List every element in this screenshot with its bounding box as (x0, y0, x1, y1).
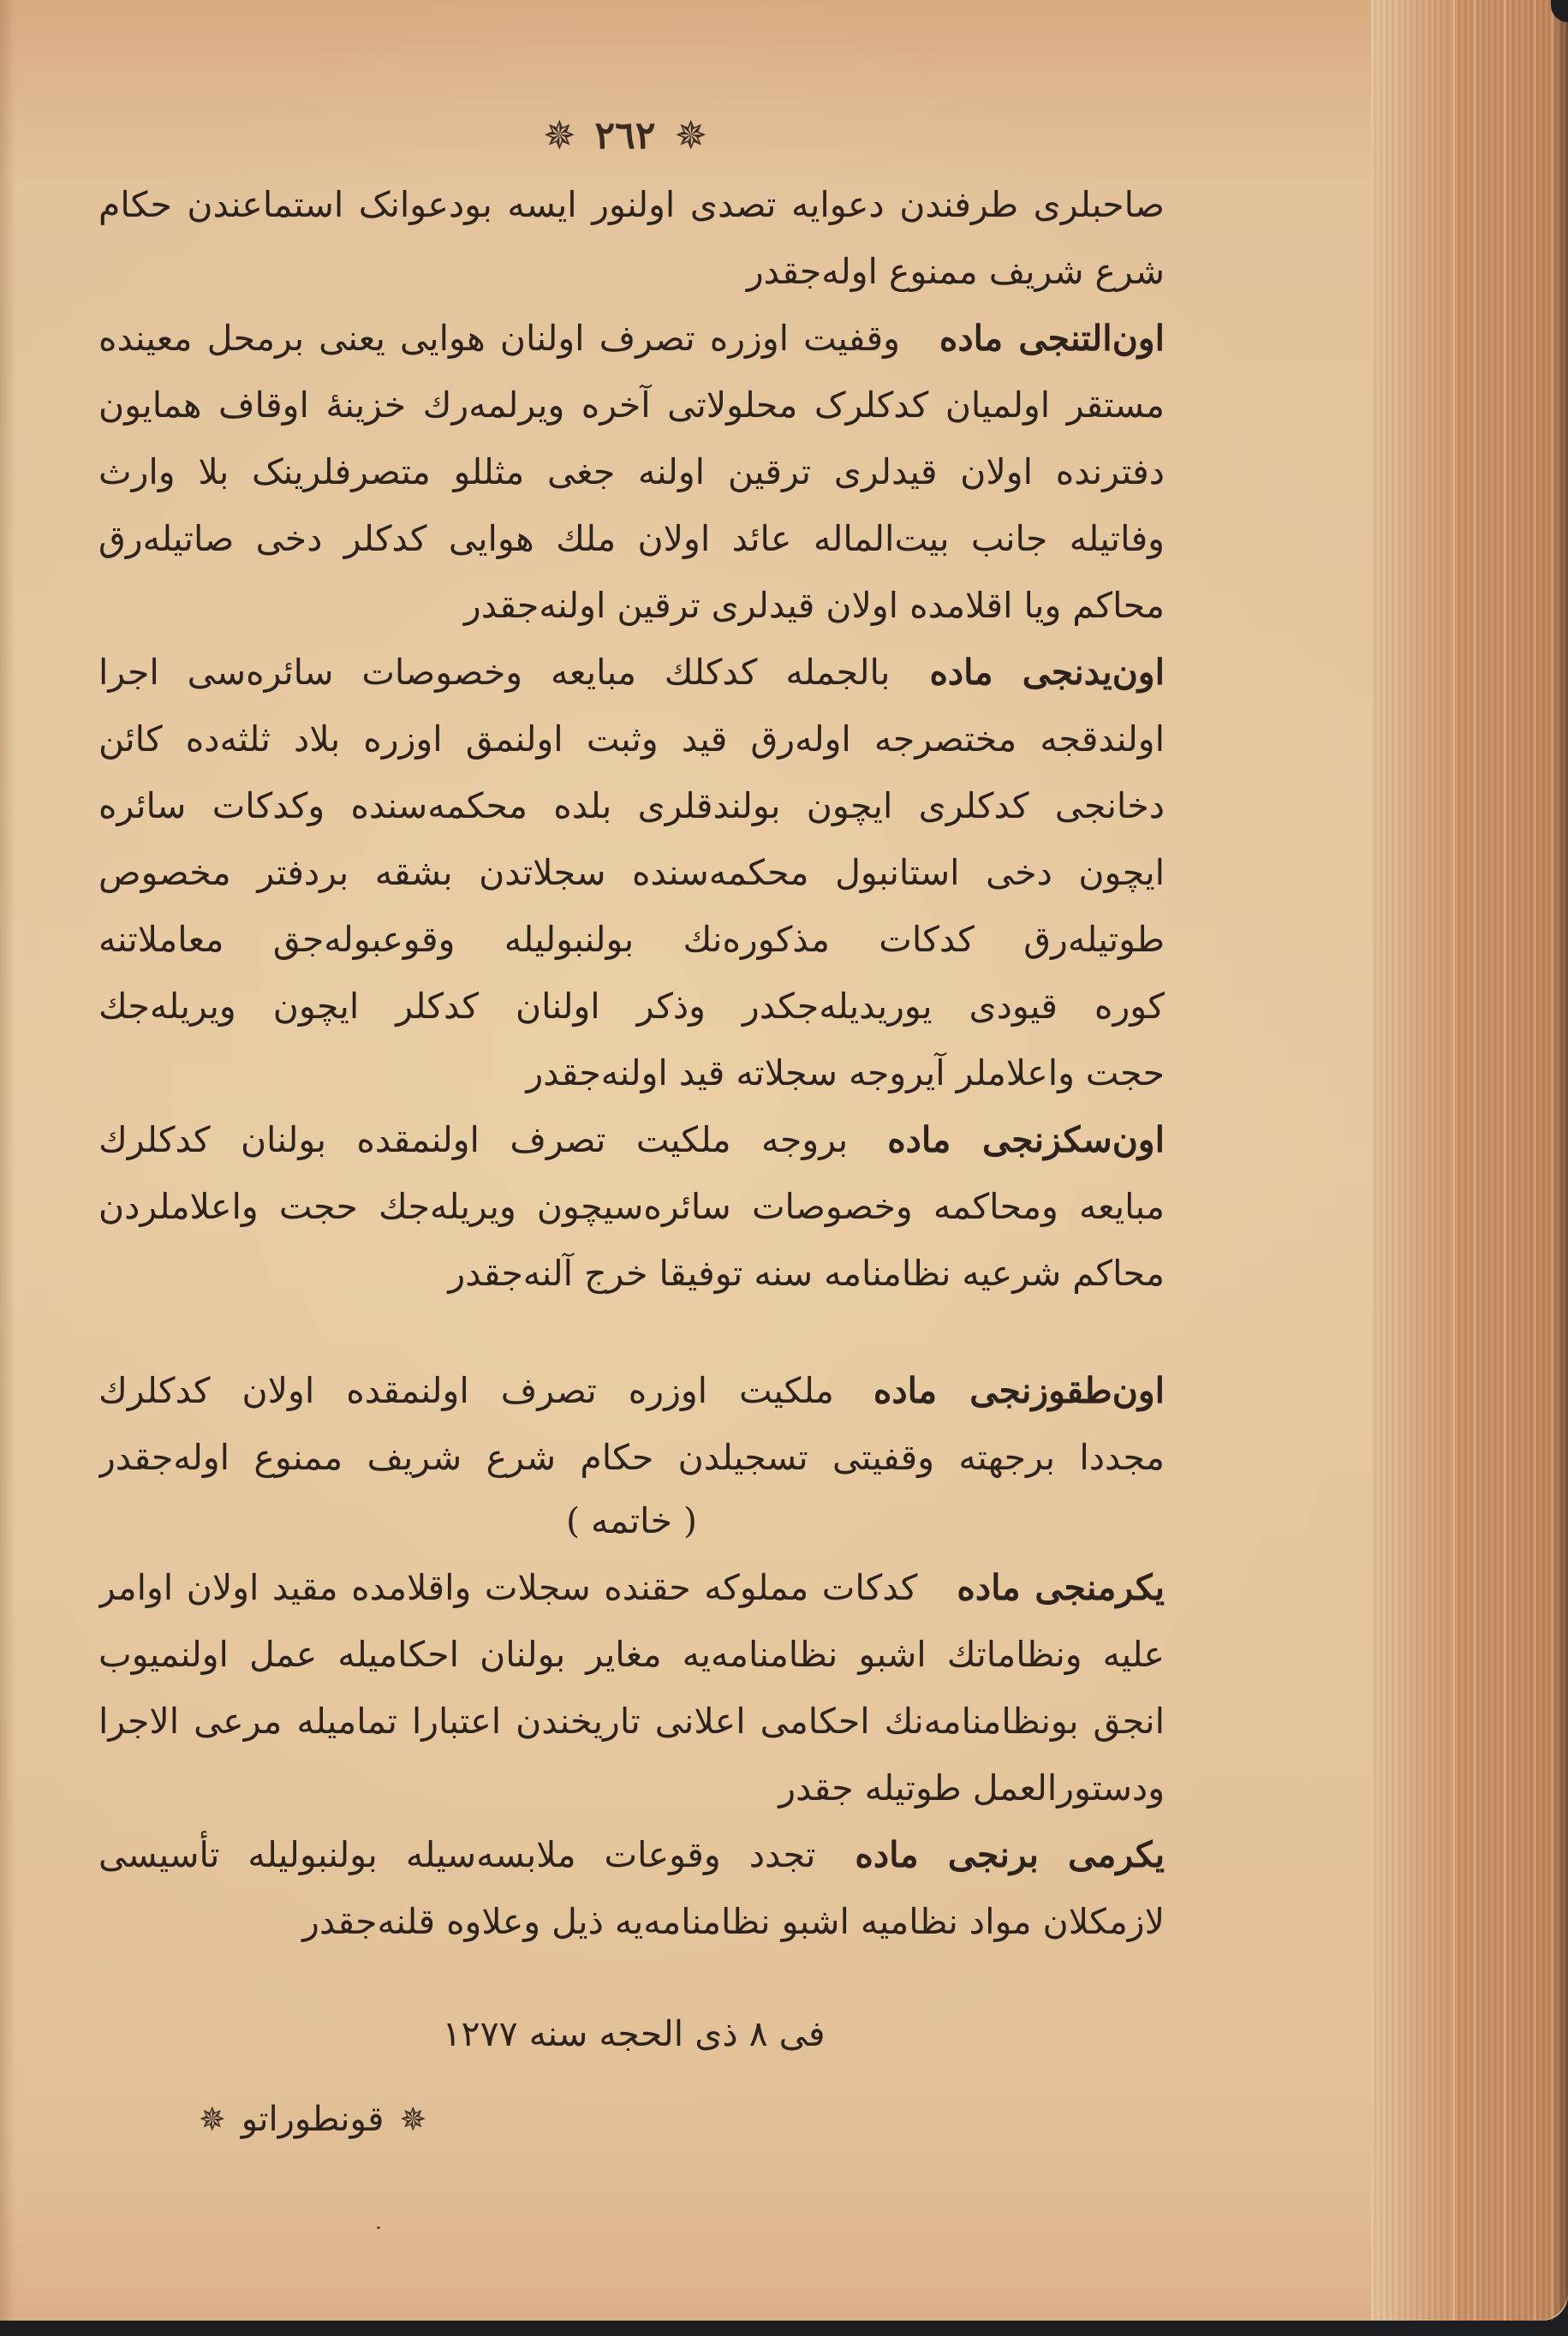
article-16-line: اون‌التنجی مادهوقفیت اوزره تصرف اولنان هوایی یعنی برمحل معینده (98, 318, 1165, 359)
article-label: اون‌سکزنجی ماده (887, 1119, 1165, 1160)
page-left-shadow (0, 0, 15, 2321)
article-label: یکرمی برنجی ماده (855, 1834, 1165, 1875)
text-line: اولندقجه مختصرجه اوله‌رق قید وثبت اولنمق اوزره بلاد ثلثه‌ده کائن (98, 718, 1165, 760)
book-page-edges (1371, 0, 1568, 2321)
signature-block (171, 2085, 454, 2154)
article-label: اون‌طقوزنجی ماده (873, 1370, 1165, 1411)
text-line: ایچون دخی استانبول محکمه‌سنده سجلاتدن بشقه بردفتر مخصوص (98, 852, 1165, 893)
article-label: اون‌التنجی ماده (939, 318, 1165, 359)
text-line: حجت واعلاملر آیروجه سجلاته قید اولنه‌جقدر (526, 1052, 1165, 1094)
page-header (522, 101, 728, 170)
article-18-line: اون‌سکزنجی مادهبروجه ملکیت تصرف اولنمقده بولنان کدکلرك (98, 1119, 1165, 1160)
text-line: صاحبلری طرفندن دعوایه تصدی اولنور ایسه بودعوانک استماعندن حکام (98, 184, 1165, 225)
text-line: لازمکلان مواد نظامیه اشبو نظامنامه‌یه ذیل وعلاوه قلنه‌جقدر (302, 1901, 1165, 1942)
text-line: محاکم ویا اقلامده اولان قیدلری ترقین اولنه‌جقدر (463, 585, 1165, 626)
text-line: دخانجی کدکلری ایچون بولندقلری بلده محکمه‌سنده وکدکات سائره (98, 785, 1165, 826)
article-21-line: یکرمی برنجی مادهتجدد وقوعات ملابسه‌سیله بولنبولیله تأسیسی (98, 1834, 1165, 1875)
flower-ornament-icon: ✵ (399, 2101, 427, 2138)
article-label: یکرمنجی ماده (957, 1567, 1165, 1608)
text-line: علیه ونظاماتك اشبو نظامنامه‌یه مغایر بولنان احکامیله عمل اولنمیوب (98, 1634, 1165, 1675)
text-line: ودستورالعمل طوتیله جقدر (778, 1767, 1165, 1809)
text-line: محاکم شرعیه نظامنامه سنه توفیقا خرج آلنه‌جقدر (448, 1253, 1165, 1294)
date-line: فی ٨ ذی الحجه سنه ١٢٧٧ (442, 2013, 826, 2054)
text-line: شرع شریف ممنوع اوله‌جقدر (746, 251, 1165, 292)
text-line: مجددا برجهته وقفیتی تسجیلدن حکام شرع شریف ممنوع اوله‌جقدر (98, 1437, 1165, 1478)
article-label: اون‌یدنجی ماده (929, 652, 1165, 693)
article-17-line: اون‌یدنجی مادهبالجمله کدکلك مبایعه وخصوصات سائره‌سی اجرا (98, 652, 1165, 693)
text-line: طوتیله‌رق کدکات مذکوره‌نك بولنبولیله وقوعبوله‌جق معاملاتنه (98, 919, 1165, 960)
page-number: ٢٦٢ (594, 113, 656, 158)
text-line: کوره قیودی یوریدیله‌جکدر وذکر اولنان کدکلر ایچون ویریله‌جك (98, 986, 1165, 1027)
article-20-line: یکرمنجی مادهکدکات مملوکه حقنده سجلات واقلامده مقید اولان اوامر (98, 1567, 1165, 1608)
flower-ornament-icon: ✵ (198, 2101, 226, 2138)
text-line: وفاتیله جانب بیت‌الماله عائد اولان ملك هوایی کدکلر دخی صاتیله‌رق (98, 518, 1165, 559)
flower-ornament-icon-right: ✵ (674, 112, 707, 158)
text-line: دفترنده اولان قیدلری ترقین اولنه جغی مثللو متصرفلرینک بلا وارث (98, 451, 1165, 492)
article-19-line: اون‌طقوزنجی مادهملکیت اوزره تصرف اولنمقده اولان کدکلرك (98, 1370, 1165, 1411)
text-line: مستقر اولمیان کدکلرک محلولاتی آخره ویرلمه‌رك خزینهٔ اوقاف همایون (98, 384, 1165, 426)
signature-text: قونطوراتو (241, 2100, 385, 2139)
text-line: مبایعه ومحاکمه وخصوصات سائره‌سیچون ویریله‌جك حجت واعلاملردن (98, 1186, 1165, 1227)
text-line: انجق بونظامنامه‌نك احکامی اعلانی تاریخندن اعتبارا تمامیله مرعی الاجرا (98, 1701, 1165, 1742)
background-strip (0, 2321, 1568, 2336)
section-heading-khatime: ( خاتمه ) (566, 1500, 697, 1541)
flower-ornament-icon-left: ✵ (543, 112, 576, 158)
paper-speck (377, 2226, 380, 2229)
